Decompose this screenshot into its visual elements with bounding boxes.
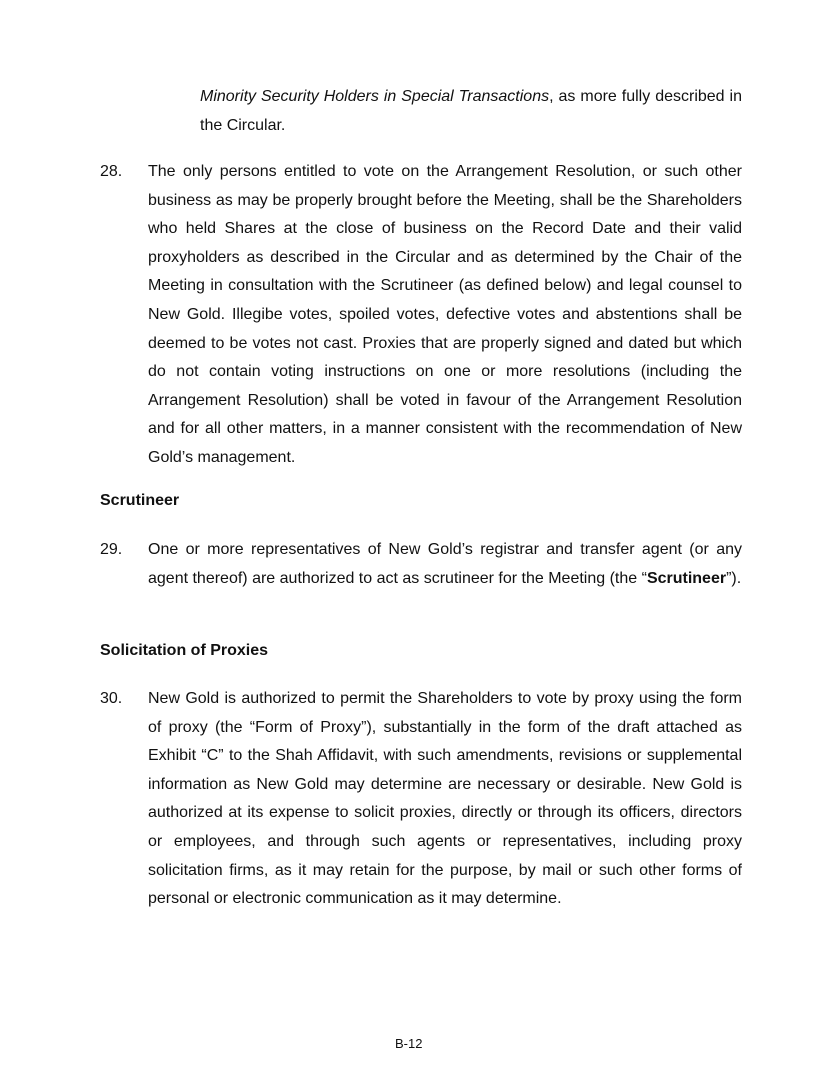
section-28-number: 28. bbox=[100, 163, 123, 180]
section-29-text-before: One or more representatives of New Gold’s registrar and transfer agent (or any agent thereof) are authorized to act as scrutineer for the Meeting (the “ bbox=[148, 541, 742, 587]
section-29-text bbox=[148, 536, 742, 593]
continuation-paragraph bbox=[200, 83, 742, 140]
section-30-number: 30. bbox=[100, 690, 123, 707]
section-29-defined-term: Scrutineer bbox=[646, 569, 727, 587]
continuation-italic-text: Minority Security Holders in Special Transactions bbox=[200, 88, 550, 105]
heading-solicitation-of-proxies: Solicitation of Proxies bbox=[100, 642, 269, 659]
section-28-text: The only persons entitled to vote on the Arrangement Resolution, or such other business as may be properly brought before the Meeting, shall be the Shareholders who held Shares at the close of business on the Record Date and their valid proxyholders as described in the Circular and as determined by the Chair of the Meeting in consultation with the Scrutineer (as defined below) and legal counsel to New Gold. Illegibe votes, spoiled votes, defective votes and abstentions shall be deemed to be votes not cast. Proxies that are properly signed and dated but which do not contain voting instructions on one or more resolutions (including the Arrangement Resolution) shall be voted in favour of the Arrangement Resolution and for all other matters, in a manner consistent with the recommendation of New Gold’s management. bbox=[148, 163, 742, 466]
section-29-number: 29. bbox=[100, 541, 123, 558]
section-29-text-after: ”). bbox=[726, 569, 742, 587]
section-30-text: New Gold is authorized to permit the Shareholders to vote by proxy using the form of proxy (the “Form of Proxy”), substantially in the form of the draft attached as Exhibit “C” to the Shah Affidavit, with such amendments, revisions or supplemental information as New Gold may determine are necessary or desirable. New Gold is authorized at its expense to solicit proxies, directly or through its officers, directors or employees, and through such agents or representatives, including proxy solicitation firms, as it may retain for the purpose, by mail or such other forms of personal or electronic communication as it may determine. bbox=[148, 690, 742, 908]
page-number: B-12 bbox=[395, 1036, 423, 1051]
heading-scrutineer: Scrutineer bbox=[100, 492, 180, 509]
continuation-rest-text: , as more fully described in the Circular. bbox=[200, 88, 742, 134]
